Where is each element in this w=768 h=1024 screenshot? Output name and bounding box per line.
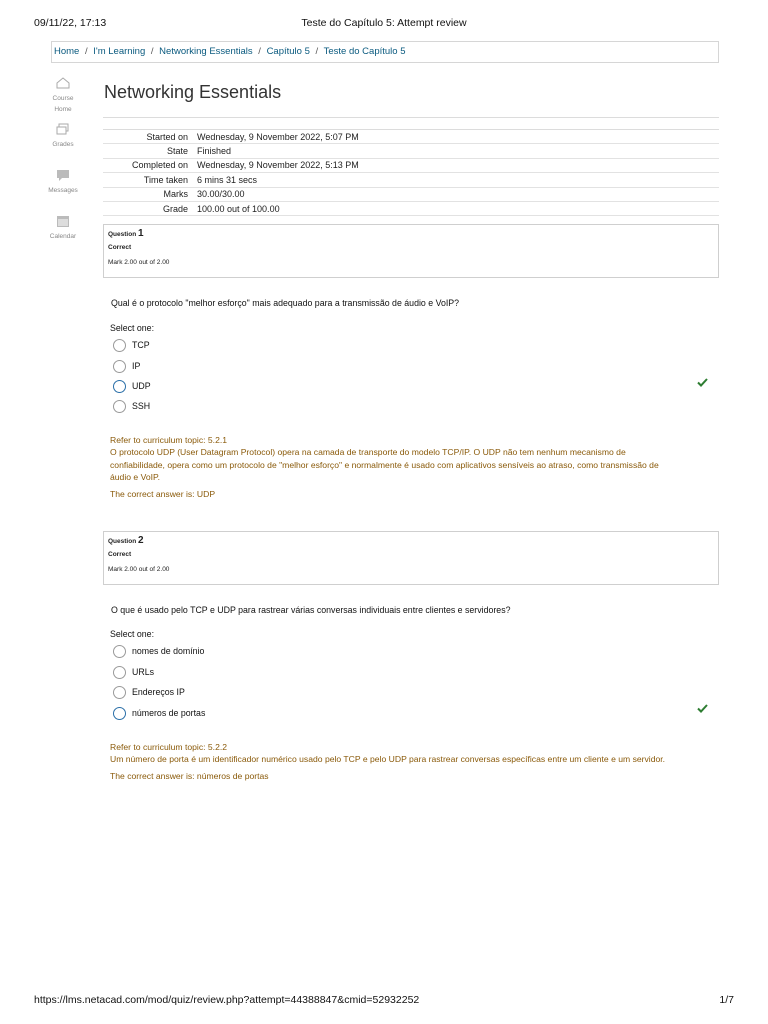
radio-button[interactable] bbox=[113, 360, 126, 373]
feedback-line: confiabilidade, opera como um protocolo de "melhor esforço" e normalmente é usado com aplicativos sensíveis ao atraso, como transmissão de bbox=[110, 459, 659, 470]
radio-button[interactable] bbox=[113, 686, 126, 699]
home-icon bbox=[56, 76, 70, 90]
summary-value: 30.00/30.00 bbox=[197, 189, 245, 200]
print-footer bbox=[34, 994, 734, 1008]
answer-option-label: UDP bbox=[132, 381, 151, 391]
select-one-label: Select one: bbox=[110, 323, 155, 333]
question-text: Qual é o protocolo "melhor esforço" mais adequado para a transmissão de áudio e VoIP? bbox=[111, 298, 460, 308]
question-state: Correct bbox=[108, 551, 132, 558]
summary-value: Finished bbox=[197, 146, 232, 157]
feedback-topic: Refer to curriculum topic: 5.2.1 bbox=[110, 435, 228, 445]
breadcrumb-separator: / bbox=[84, 46, 88, 57]
summary-key: Grade bbox=[162, 203, 188, 214]
answer-option[interactable] bbox=[113, 338, 150, 352]
question-feedback bbox=[110, 741, 710, 782]
sidebar-item-label: Grades bbox=[52, 141, 74, 148]
breadcrumb-networking-essentials[interactable]: Networking Essentials bbox=[159, 46, 253, 57]
sidebar-item-label: Messages bbox=[48, 187, 78, 194]
answer-option-label: Endereços IP bbox=[132, 687, 185, 697]
correct-check-icon bbox=[697, 704, 708, 713]
breadcrumb bbox=[51, 41, 719, 63]
summary-value: Wednesday, 9 November 2022, 5:13 PM bbox=[197, 160, 359, 171]
question-info-box bbox=[103, 224, 719, 278]
radio-button[interactable] bbox=[113, 400, 126, 413]
sidebar-item-course-home[interactable] bbox=[38, 72, 88, 118]
radio-button[interactable] bbox=[113, 666, 126, 679]
summary-row-state bbox=[103, 144, 719, 158]
breadcrumb-im-learning[interactable]: I'm Learning bbox=[93, 46, 146, 57]
attempt-summary-table bbox=[103, 117, 719, 216]
summary-row-started-on bbox=[103, 130, 719, 144]
summary-key: Started on bbox=[146, 131, 188, 142]
breadcrumb-capitulo-5[interactable]: Capítulo 5 bbox=[266, 46, 310, 57]
sidebar-item-label: Calendar bbox=[49, 233, 77, 240]
summary-row-completed-on bbox=[103, 159, 719, 173]
feedback-line: O protocolo UDP (User Datagram Protocol) opera na camada de transporte do modelo TCP/IP. O UDP não tem nenhum mecanismo de bbox=[110, 447, 626, 458]
answer-option[interactable] bbox=[113, 399, 150, 413]
question-number: Question 2 bbox=[108, 535, 144, 546]
print-title: Teste do Capítulo 5: Attempt review bbox=[301, 17, 467, 29]
sidebar-item-grades[interactable] bbox=[38, 118, 88, 164]
feedback-line: Um número de porta é um identificador numérico usado pelo TCP e pelo UDP para rastrear conversas específicas entre um cliente e um servidor. bbox=[110, 754, 666, 765]
summary-key: Completed on bbox=[131, 160, 188, 171]
question-mark: Mark 2.00 out of 2.00 bbox=[108, 566, 170, 573]
radio-button[interactable] bbox=[113, 645, 126, 658]
print-page-number: 1/7 bbox=[719, 994, 734, 1006]
summary-key: Marks bbox=[163, 189, 188, 200]
summary-key: Time taken bbox=[143, 174, 188, 185]
summary-row-marks bbox=[103, 188, 719, 202]
print-datetime: 09/11/22, 17:13 bbox=[34, 17, 107, 29]
print-header bbox=[34, 17, 734, 31]
select-one-label: Select one: bbox=[110, 629, 155, 639]
calendar-icon bbox=[56, 214, 70, 228]
feedback-topic: Refer to curriculum topic: 5.2.2 bbox=[110, 742, 228, 752]
radio-button-selected[interactable] bbox=[113, 380, 126, 393]
correct-check-icon bbox=[697, 378, 708, 387]
messages-icon bbox=[56, 168, 70, 182]
breadcrumb-home[interactable]: Home bbox=[54, 46, 80, 57]
breadcrumb-separator: / bbox=[315, 46, 319, 57]
sidebar-item-label: Course Home bbox=[52, 95, 74, 113]
answer-option[interactable] bbox=[113, 644, 204, 658]
breadcrumb-separator: / bbox=[258, 46, 261, 57]
summary-value: Wednesday, 9 November 2022, 5:07 PM bbox=[197, 131, 359, 142]
answer-option-label: números de portas bbox=[132, 708, 206, 718]
page-title: Networking Essentials bbox=[104, 82, 282, 102]
answer-option[interactable] bbox=[113, 685, 185, 699]
question-text: O que é usado pelo TCP e UDP para rastrear várias conversas individuais entre clientes e servidores? bbox=[111, 605, 511, 615]
correct-answer-text: The correct answer is: números de portas bbox=[110, 770, 269, 781]
breadcrumb-teste-do-capitulo-5[interactable]: Teste do Capítulo 5 bbox=[323, 46, 406, 57]
sidebar bbox=[38, 72, 88, 256]
question-state: Correct bbox=[108, 244, 132, 251]
radio-button[interactable] bbox=[113, 339, 126, 352]
print-url: https://lms.netacad.com/mod/quiz/review.php?attempt=44388847&cmid=52932252 bbox=[34, 994, 420, 1006]
radio-button-selected[interactable] bbox=[113, 707, 126, 720]
feedback-line: áudio e VoIP. bbox=[110, 472, 161, 483]
sidebar-item-calendar[interactable] bbox=[38, 210, 88, 256]
answer-option-selected[interactable] bbox=[113, 706, 205, 720]
answer-option-label: nomes de domínio bbox=[132, 646, 205, 656]
answer-option-label: SSH bbox=[132, 401, 151, 411]
question-mark: Mark 2.00 out of 2.00 bbox=[108, 259, 170, 266]
question-number: Question 1 bbox=[108, 228, 144, 239]
answer-option-label: URLs bbox=[132, 667, 154, 677]
answer-option-label: TCP bbox=[132, 340, 150, 350]
answer-option-selected[interactable] bbox=[113, 379, 151, 393]
grades-icon bbox=[56, 122, 70, 136]
sidebar-item-messages[interactable] bbox=[38, 164, 88, 210]
answer-option[interactable] bbox=[113, 665, 154, 679]
summary-key: State bbox=[166, 146, 188, 157]
summary-value: 100.00 out of 100.00 bbox=[197, 203, 280, 214]
answer-option[interactable] bbox=[113, 359, 140, 373]
question-feedback bbox=[110, 434, 710, 500]
correct-answer-text: The correct answer is: UDP bbox=[110, 488, 216, 499]
summary-row-time-taken bbox=[103, 173, 719, 187]
summary-value: 6 mins 31 secs bbox=[197, 174, 258, 185]
breadcrumb-separator: / bbox=[150, 46, 154, 57]
question-info-box bbox=[103, 531, 719, 585]
answer-option-label: IP bbox=[132, 361, 141, 371]
summary-row-grade bbox=[103, 202, 719, 216]
